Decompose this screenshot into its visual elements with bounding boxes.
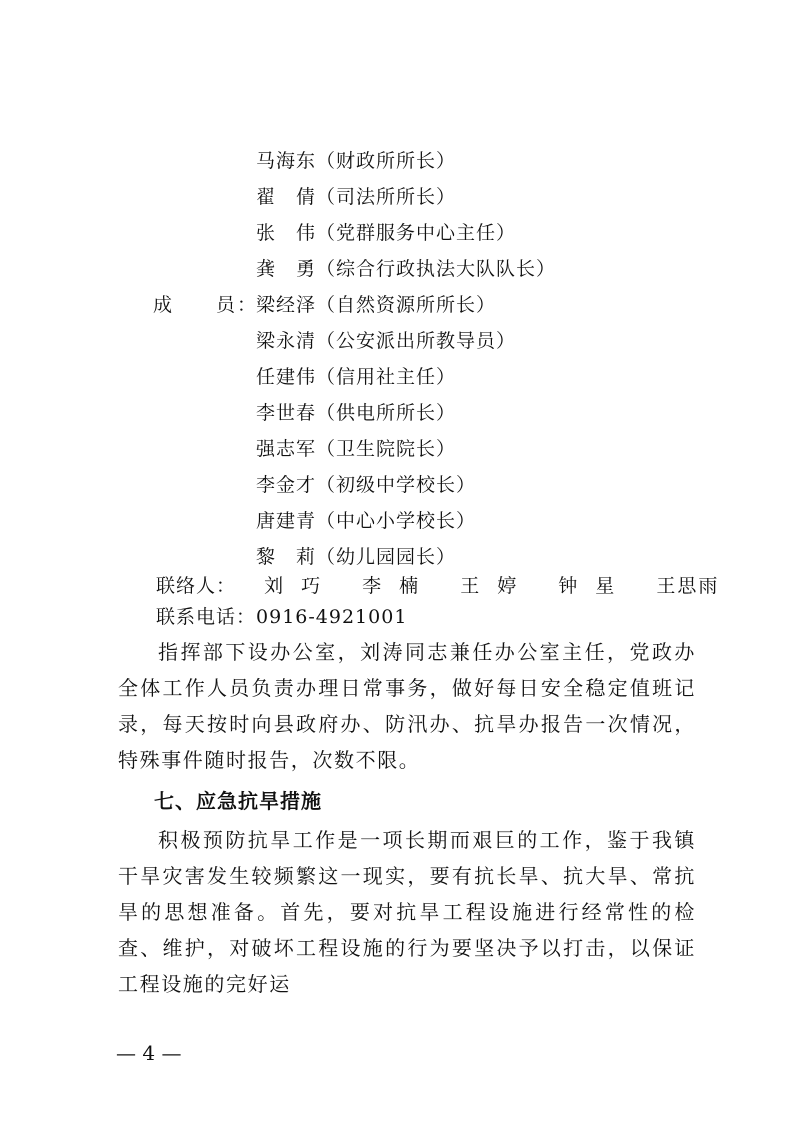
member-line-li-jincai: 李金才（初级中学校长） — [256, 474, 477, 496]
member-line-zhang-wei: 张 伟（党群服务中心主任） — [256, 222, 517, 244]
phone-line — [156, 604, 407, 630]
section-heading: 七、应急抗旱措施 — [154, 789, 322, 813]
member-line-tang-jianqing: 唐建青（中心小学校长） — [256, 510, 477, 532]
contact-name: 刘巧 — [264, 575, 339, 597]
drought-measures-paragraph: 积极预防抗旱工作是一项长期而艰巨的工作，鉴于我镇干旱灾害发生较频繁这一现实，要有抗长旱、抗大旱、常抗旱的思想准备。首先，要对抗旱工程设施进行经常性的检查、维护，对破坏工程设施的行为要坚决予以打击，以保证工程设施的完好运 — [118, 828, 696, 996]
contact-name: 王思雨 — [656, 575, 720, 597]
member-line-liang-yongqing: 梁永清（公安派出所教导员） — [256, 330, 517, 352]
contact-name: 王婷 — [460, 575, 535, 597]
contact-name: 钟星 — [558, 575, 633, 597]
member-line-liang-jingze: 梁经泽（自然资源所所长） — [256, 294, 497, 316]
phone-number: 0916-4921001 — [256, 606, 408, 628]
phone-label: 联系电话： — [156, 606, 257, 628]
member-line-li-li: 黎 莉（幼儿园园长） — [256, 546, 457, 568]
office-paragraph: 指挥部下设办公室，刘涛同志兼任办公室主任，党政办全体工作人员负责办理日常事务，做好每日安全稳定值班记录，每天按时向县政府办、防汛办、抗旱办报告一次情况，特殊事件随时报告，次数不限。 — [118, 640, 696, 772]
member-line-zhai-qian: 翟 倩（司法所所长） — [256, 186, 457, 208]
members-label: 成 员： — [153, 294, 259, 316]
member-line-li-shichun: 李世春（供电所所长） — [256, 402, 457, 424]
member-line-ren-jianwei: 任建伟（信用社主任） — [256, 366, 457, 388]
member-line-ma-haidong: 马海东（财政所所长） — [256, 150, 457, 172]
page-number: — 4 — — [116, 1041, 182, 1065]
contact-name: 李楠 — [362, 575, 437, 597]
contacts-line — [156, 573, 719, 599]
contacts-label: 联络人： — [156, 575, 237, 597]
member-line-qiang-zhijun: 强志军（卫生院院长） — [256, 438, 457, 460]
member-line-gong-yong: 龚 勇（综合行政执法大队队长） — [256, 258, 557, 280]
